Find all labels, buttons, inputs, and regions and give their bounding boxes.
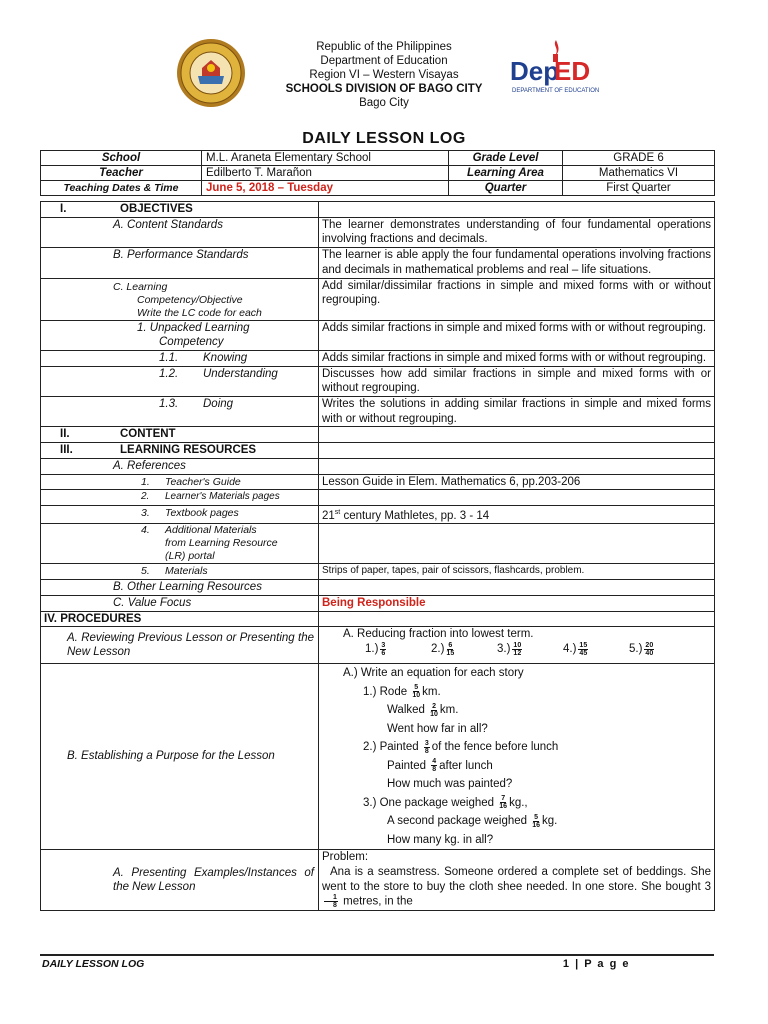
unpacked-label-line2: Competency (159, 336, 224, 349)
tb-num: 3. (141, 506, 150, 519)
learning-competency-label (41, 278, 319, 320)
materials-row (41, 564, 715, 580)
svg-text:DEPARTMENT OF EDUCATION: DEPARTMENT OF EDUCATION (512, 88, 600, 94)
document-title: DAILY LESSON LOG (302, 130, 466, 147)
svg-text:ED: ED (554, 56, 591, 86)
footer-page-number: 1 | P a g e (562, 958, 630, 970)
reduce-item-fraction: $\frac{15}{45}$ (579, 642, 588, 657)
quarter-label: Quarter (449, 181, 563, 196)
other-resources-row (41, 580, 715, 596)
story-1b: Walked $\frac{2}{10}$ km. (387, 702, 459, 718)
tb-value-sup: st (334, 508, 341, 516)
understanding-row (41, 366, 715, 396)
doing-row (41, 397, 715, 427)
unpacked-label-line1: 1. Unpacked Learning (137, 321, 250, 334)
grade-value: GRADE 6 (563, 151, 715, 166)
reduce-fraction-list (343, 642, 711, 657)
lm-num: 2. (141, 491, 150, 503)
value-focus-row (41, 595, 715, 611)
am-line3: (LR) portal (165, 550, 215, 563)
textbook-row (41, 505, 715, 524)
am-num: 4. (141, 524, 150, 537)
content-standards-label: A. Content Standards (41, 217, 319, 247)
resources-label: LEARNING RESOURCES (120, 444, 257, 457)
learning-competency-text: Add similar/dissimilar fractions in simple and mixed forms with or without regrouping. (319, 278, 715, 320)
problem-fraction: $\frac{1}{8}$ (324, 894, 338, 909)
understanding-num: 1.2. (159, 367, 179, 380)
reduce-item-number: 3.) (497, 643, 511, 656)
letterhead-region: Region VI – Western Visayas (309, 69, 459, 81)
value-focus-value: Being Responsible (319, 595, 715, 611)
dates-value: June 5, 2018 – Tuesday (202, 181, 449, 196)
story-3: 3.) One package weighed $\frac{7}{16}$ kg., (363, 795, 528, 811)
objectives-label: OBJECTIVES (120, 203, 193, 215)
grade-label: Grade Level (449, 151, 563, 166)
knowing-row (41, 350, 715, 366)
references-label: A. References (41, 458, 319, 474)
content-label: CONTENT (120, 428, 176, 441)
reviewing-content (319, 627, 715, 664)
content-standards-row (41, 217, 715, 247)
story-1-question: Went how far in all? (387, 722, 488, 735)
value-focus-label: C. Value Focus (41, 595, 319, 611)
story-1-text: 1.) Rode (363, 685, 408, 698)
teacher-label: Teacher (41, 166, 202, 181)
content-standards-text: The learner demonstrates understanding of four fundamental operations involving fractions and decimals. (319, 217, 715, 247)
problem-heading: Problem: (322, 851, 369, 864)
doing-num: 1.3. (159, 398, 179, 411)
dates-label: Teaching Dates & Time (41, 181, 202, 196)
lm-label: Learner's Materials pages (165, 491, 280, 503)
story-2-question: How much was painted? (387, 778, 513, 791)
lc-label-line2: Competency/Objective (137, 293, 243, 306)
mat-num: 5. (141, 565, 150, 578)
story-1: 1.) Rode $\frac{5}{10}$ km. (363, 684, 441, 700)
svg-text:Dep: Dep (510, 56, 560, 86)
story-1b-fraction: $\frac{2}{10}$ (430, 702, 438, 718)
understanding-text: Discusses how add similar fractions in simple and mixed forms with or without regrouping. (319, 366, 715, 396)
footer-title: DAILY LESSON LOG (42, 958, 145, 970)
understanding-text-label: Understanding (203, 367, 278, 380)
purpose-content (319, 664, 715, 850)
story-3b-fraction: $\frac{5}{16}$ (532, 813, 541, 829)
reduce-item (365, 642, 431, 657)
story-3-fraction: $\frac{7}{16}$ (499, 795, 508, 811)
materials-label (41, 564, 319, 580)
school-value: M.L. Araneta Elementary School (202, 151, 449, 166)
reduce-item (497, 642, 563, 657)
purpose-row (41, 664, 715, 850)
am-line1: Additional Materials (165, 524, 257, 537)
learning-competency-row (41, 278, 715, 320)
textbook-value (319, 505, 715, 524)
area-value: Mathematics VI (563, 166, 715, 181)
learners-materials-row (41, 490, 715, 506)
story-3-question: How many kg. in all? (387, 833, 494, 846)
tg-num: 1. (141, 475, 150, 488)
tb-label: Textbook pages (165, 506, 239, 519)
story-2-fraction: $\frac{3}{8}$ (424, 739, 429, 755)
lesson-table (40, 201, 715, 911)
story-2b-fraction: $\frac{4}{8}$ (432, 758, 437, 774)
materials-value: Strips of paper, tapes, pair of scissors, flashcards, problem. (319, 564, 715, 580)
mat-label: Materials (165, 565, 208, 578)
reduce-item-fraction: $\frac{10}{12}$ (513, 642, 522, 657)
unpacked-row (41, 320, 715, 350)
reduce-item (431, 642, 497, 657)
letterhead-department: Department of Education (320, 55, 448, 67)
teachers-guide-row (41, 474, 715, 490)
presenting-row (41, 850, 715, 911)
performance-standards-text: The learner is able apply the four fundamental operations involving fractions and decimals in mathematical problems and real – life situations. (319, 248, 715, 278)
area-label: Learning Area (449, 166, 563, 181)
textbook-label (41, 505, 319, 524)
teacher-value: Edilberto T. Marañon (202, 166, 449, 181)
resources-row (41, 443, 715, 459)
info-table (40, 150, 715, 196)
reduce-item (563, 642, 629, 657)
reduce-item (629, 642, 679, 657)
school-label: School (41, 151, 202, 166)
other-resources-label: B. Other Learning Resources (41, 580, 319, 596)
story-2: 2.) Painted $\frac{3}{8}$ of the fence before lunch (363, 739, 559, 755)
reduce-item-fraction: $\frac{6}{15}$ (446, 642, 455, 657)
learners-materials-label (41, 490, 319, 506)
reduce-item-number: 1.) (365, 643, 379, 656)
teachers-guide-value: Lesson Guide in Elem. Mathematics 6, pp.203-206 (319, 474, 715, 490)
reduce-item-number: 2.) (431, 643, 445, 656)
objectives-heading-row (41, 202, 715, 218)
info-row-teacher (41, 166, 715, 181)
procedures-heading: IV. PROCEDURES (41, 611, 319, 627)
letterhead (200, 40, 568, 110)
problem-text: Ana is a seamstress. Someone ordered a complete set of beddings. She went to the store to buy the cloth shee needed. In one store. She bought 3 $\frac{1}{8}$ metres, in the (322, 866, 711, 910)
objectives-num: I. (60, 203, 67, 215)
content-heading (41, 427, 319, 443)
unpacked-label (41, 320, 319, 350)
reviewing-label: A. Reviewing Previous Lesson or Presenting the New Lesson (41, 627, 319, 664)
purpose-label: B. Establishing a Purpose for the Lesson (41, 664, 319, 850)
knowing-text-label: Knowing (203, 351, 248, 364)
info-row-dates (41, 181, 715, 196)
reduce-item-number: 4.) (563, 643, 577, 656)
additional-materials-label (41, 524, 319, 564)
procedures-row (41, 611, 715, 627)
info-row-school (41, 151, 715, 166)
quarter-value: First Quarter (563, 181, 715, 196)
understanding-label (41, 366, 319, 396)
reviewing-heading: A. Reducing fraction into lowest term. (343, 628, 534, 641)
presenting-label: A. Presenting Examples/Instances of the New Lesson (41, 850, 319, 911)
tb-value-a: 21 (322, 509, 335, 522)
reviewing-row (41, 627, 715, 664)
purpose-heading: A.) Write an equation for each story (343, 667, 524, 680)
story-3b: A second package weighed $\frac{5}{16}$ kg. (387, 813, 558, 829)
knowing-num: 1.1. (159, 351, 179, 364)
unpacked-text: Adds similar fractions in simple and mixed forms with or without regrouping. (319, 320, 715, 350)
page-footer (40, 954, 714, 972)
knowing-label (41, 350, 319, 366)
performance-standards-label: B. Performance Standards (41, 248, 319, 278)
content-row (41, 427, 715, 443)
doing-text-label: Doing (203, 398, 234, 411)
letterhead-city: Bago City (359, 97, 409, 109)
knowing-text: Adds similar fractions in simple and mixed forms with or without regrouping. (319, 350, 715, 366)
reduce-item-fraction: $\frac{3}{6}$ (381, 642, 386, 657)
references-row (41, 458, 715, 474)
tg-label: Teacher's Guide (165, 475, 241, 488)
additional-materials-row (41, 524, 715, 564)
performance-standards-row (41, 248, 715, 278)
objectives-heading (41, 202, 319, 218)
reduce-item-number: 5.) (629, 643, 643, 656)
presenting-content (319, 850, 715, 911)
teachers-guide-label (41, 474, 319, 490)
content-num: II. (60, 428, 70, 441)
tb-value-b: century Mathletes, pp. 3 - 14 (340, 509, 490, 522)
story-2b: Painted $\frac{4}{8}$ after lunch (387, 758, 493, 774)
lc-label-line1: C. Learning (113, 280, 168, 293)
doing-label (41, 397, 319, 427)
lc-label-line3: Write the LC code for each (137, 306, 262, 319)
resources-heading (41, 443, 319, 459)
reduce-item-fraction: $\frac{20}{40}$ (645, 642, 654, 657)
doing-text: Writes the solutions in adding similar fractions in simple and mixed forms with or without regrouping. (319, 397, 715, 427)
letterhead-republic: Republic of the Philippines (316, 41, 452, 53)
letterhead-division: SCHOOLS DIVISION OF BAGO CITY (285, 83, 483, 95)
resources-num: III. (60, 444, 73, 457)
am-line2: from Learning Resource (165, 537, 278, 550)
story-1-fraction: $\frac{5}{10}$ (412, 684, 421, 700)
